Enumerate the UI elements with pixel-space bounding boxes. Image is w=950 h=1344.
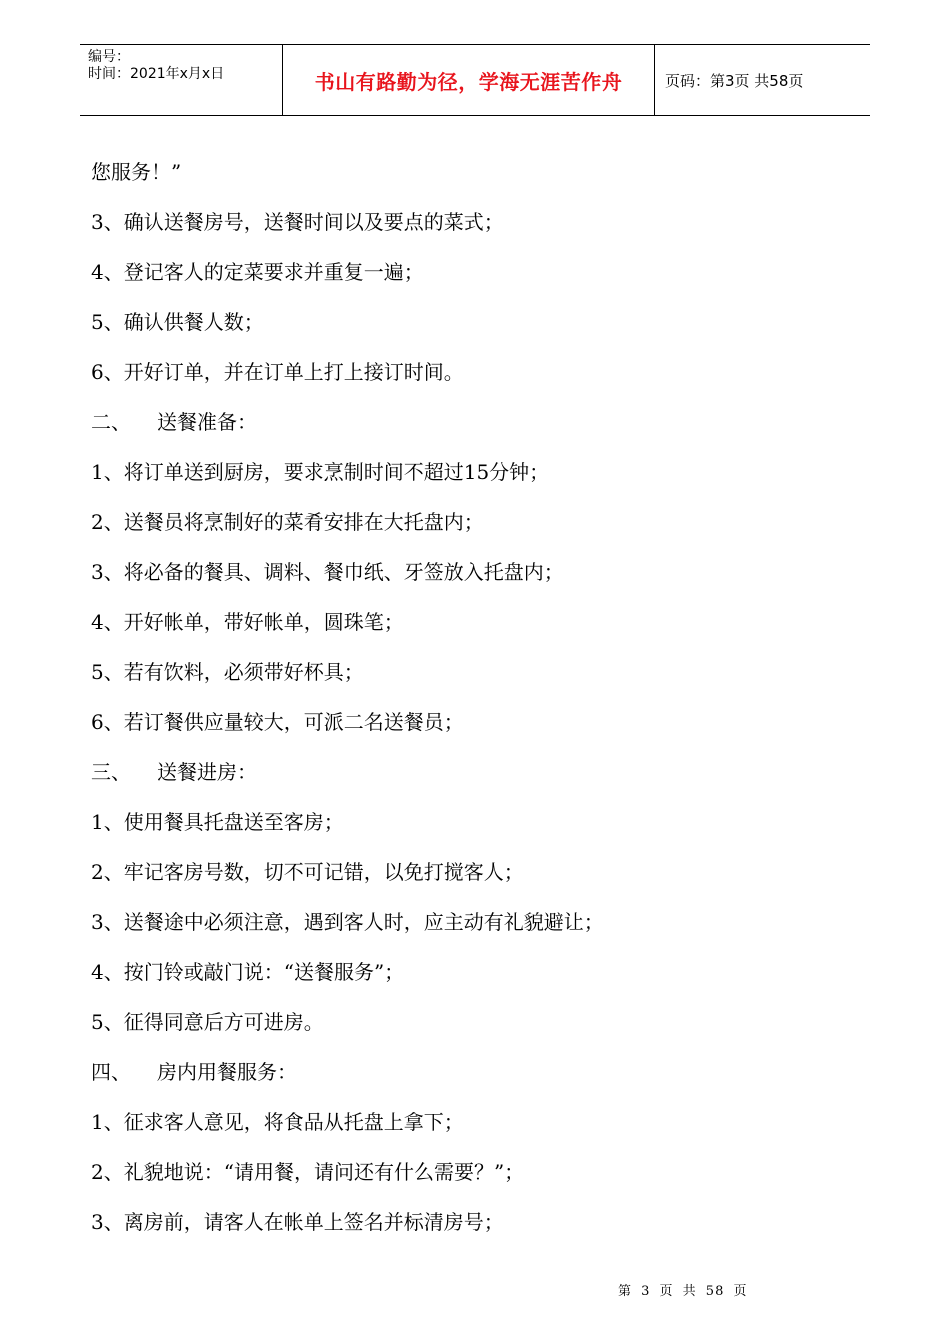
body-line: 您服务！”: [91, 160, 182, 184]
body-line: 5、确认供餐人数；: [91, 310, 264, 334]
section-title: 送餐进房：: [157, 760, 257, 784]
body-line: 3、离房前，请客人在帐单上签名并标清房号；: [91, 1210, 504, 1234]
body-line: 4、开好帐单，带好帐单，圆珠笔；: [91, 610, 404, 634]
header-number-label: 编号：: [88, 49, 130, 65]
body-line: 3、将必备的餐具、调料、餐巾纸、牙签放入托盘内；: [91, 560, 564, 584]
header-page-info: 页码：第3页 共58页: [665, 71, 804, 90]
body-line: 1、使用餐具托盘送至客房；: [91, 810, 344, 834]
body-line: 2、牢记客房号数，切不可记错，以免打搅客人；: [91, 860, 524, 884]
page-header: [80, 44, 870, 116]
header-time-label: 时间：2021年x月x日: [88, 66, 225, 82]
section-number: 三、: [91, 760, 131, 784]
section-heading: [91, 752, 871, 802]
body-line: 1、征求客人意见，将食品从托盘上拿下；: [91, 1110, 464, 1134]
body-line: 3、送餐途中必须注意，遇到客人时，应主动有礼貌避让；: [91, 910, 604, 934]
body-line: 6、若订餐供应量较大，可派二名送餐员；: [91, 710, 464, 734]
body-line: 5、若有饮料，必须带好杯具；: [91, 660, 364, 684]
body-line: 5、征得同意后方可进房。: [91, 1010, 324, 1034]
header-motto: 书山有路勤为径，学海无涯苦作舟: [282, 45, 655, 115]
section-number: 二、: [91, 410, 131, 434]
body-line: 1、将订单送到厨房，要求烹制时间不超过15分钟；: [91, 460, 550, 484]
section-number: 四、: [91, 1060, 131, 1084]
page-footer: 第 3 页 共 58 页: [618, 1284, 748, 1299]
body-line: 3、确认送餐房号，送餐时间以及要点的菜式；: [91, 210, 504, 234]
document-body: [91, 152, 871, 1252]
body-line: 6、开好订单，并在订单上打上接订时间。: [91, 360, 464, 384]
section-title: 送餐准备：: [157, 410, 257, 434]
section-title: 房内用餐服务：: [157, 1060, 297, 1084]
body-line: 2、礼貌地说：“请用餐，请问还有什么需要？”；: [91, 1160, 525, 1184]
section-heading: [91, 1052, 871, 1102]
body-line: 2、送餐员将烹制好的菜肴安排在大托盘内；: [91, 510, 484, 534]
body-line: 4、登记客人的定菜要求并重复一遍；: [91, 260, 424, 284]
body-line: 4、按门铃或敲门说：“送餐服务”；: [91, 960, 405, 984]
section-heading: [91, 402, 871, 452]
header-meta: [80, 45, 282, 115]
